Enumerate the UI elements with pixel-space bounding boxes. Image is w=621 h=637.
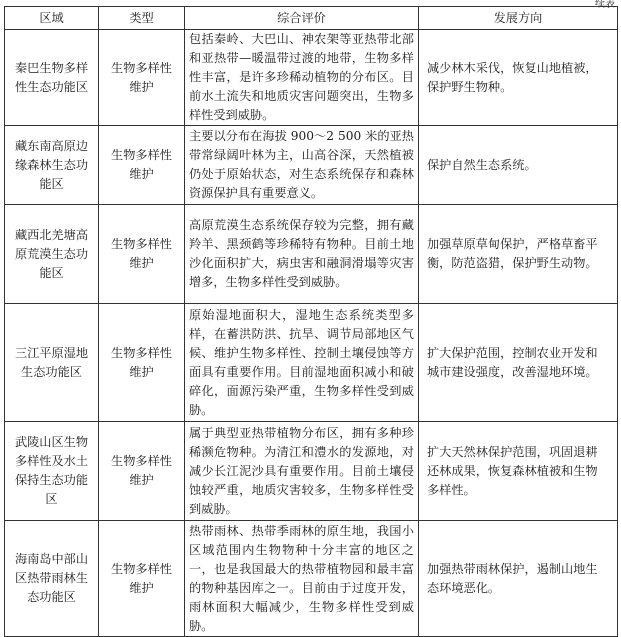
region-cell: 秦巴生物多样性生态功能区 (5, 30, 99, 126)
evaluation-cell: 包括秦岭、大巴山、神农架等亚热带北部和亚热带—暖温带过渡的地带，生物多样性丰富，是许多珍稀动植物的分布区。目前水土流失和地质灾害问题突出，生物多样性受到威胁。 (185, 30, 419, 126)
region-cell: 海南岛中部山区热带雨林生态功能区 (5, 521, 99, 637)
region-cell: 藏东南高原边缘森林生态功能区 (5, 126, 99, 205)
table-row (5, 422, 618, 521)
table-row (5, 126, 618, 205)
type-cell: 生物多样性维护 (99, 304, 185, 422)
direction-cell: 加强热带雨林保护，遏制山地生态环境恶化。 (419, 521, 618, 637)
evaluation-cell: 属于典型亚热带植物分布区，拥有多种珍稀濒危物种。为清江和澧水的发源地，对减少长江泥沙具有重要作用。目前土壤侵蚀较严重，地质灾害较多，生物多样性受到威胁。 (185, 422, 419, 521)
header-direction: 发展方向 (419, 7, 618, 30)
region-cell: 武陵山区生物多样性及水土保持生态功能区 (5, 422, 99, 521)
type-cell: 生物多样性维护 (99, 422, 185, 521)
type-cell: 生物多样性维护 (99, 205, 185, 304)
evaluation-cell: 高原荒漠生态系统保存较为完整，拥有藏羚羊、黑颈鹤等珍稀特有物种。目前土地沙化面积扩大，病虫害和融洞滑塌等灾害增多，生物多样性受到威胁。 (185, 205, 419, 304)
type-cell: 生物多样性维护 (99, 126, 185, 205)
type-cell: 生物多样性维护 (99, 521, 185, 637)
table-header-row (5, 7, 618, 30)
evaluation-cell: 热带雨林、热带季雨林的原生地，我国小区域范围内生物物种十分丰富的地区之一，也是我国最大的热带植物园和最丰富的物种基因库之一。目前由于过度开发，雨林面积大幅减少，生物多样性受到威胁。 (185, 521, 419, 637)
type-cell: 生物多样性维护 (99, 30, 185, 126)
evaluation-cell: 原始湿地面积大，湿地生态系统类型多样，在蓄洪防洪、抗旱、调节局部地区气候、维护生物多样性、控制土壤侵蚀等方面具有重要作用。目前湿地面积减小和破碎化，面源污染严重，生物多样性受到威胁。 (185, 304, 419, 422)
header-evaluation: 综合评价 (185, 7, 419, 30)
header-region: 区域 (5, 7, 99, 30)
direction-cell: 扩大天然林保护范围，巩固退耕还林成果，恢复森林植被和生物多样性。 (419, 422, 618, 521)
table-row (5, 205, 618, 304)
header-type: 类型 (99, 7, 185, 30)
table-row (5, 304, 618, 422)
direction-cell: 保护自然生态系统。 (419, 126, 618, 205)
direction-cell: 扩大保护范围，控制农业开发和城市建设强度，改善湿地环境。 (419, 304, 618, 422)
region-cell: 三江平原湿地生态功能区 (5, 304, 99, 422)
direction-cell: 减少林木采伐，恢复山地植被，保护野生物种。 (419, 30, 618, 126)
continued-table-note: 续表 (595, 0, 615, 10)
evaluation-cell: 主要以分布在海拔 900～2 500 米的亚热带常绿阔叶林为主，山高谷深，天然植被仍处于原始状态，对生态系统保存和森林资源保护具有重要意义。 (185, 126, 419, 205)
region-cell: 藏西北羌塘高原荒漠生态功能区 (5, 205, 99, 304)
table-row (5, 521, 618, 637)
ecological-zones-table (4, 6, 618, 637)
direction-cell: 加强草原草甸保护，严格草畜平衡，防范盗猎，保护野生动物。 (419, 205, 618, 304)
table-row (5, 30, 618, 126)
